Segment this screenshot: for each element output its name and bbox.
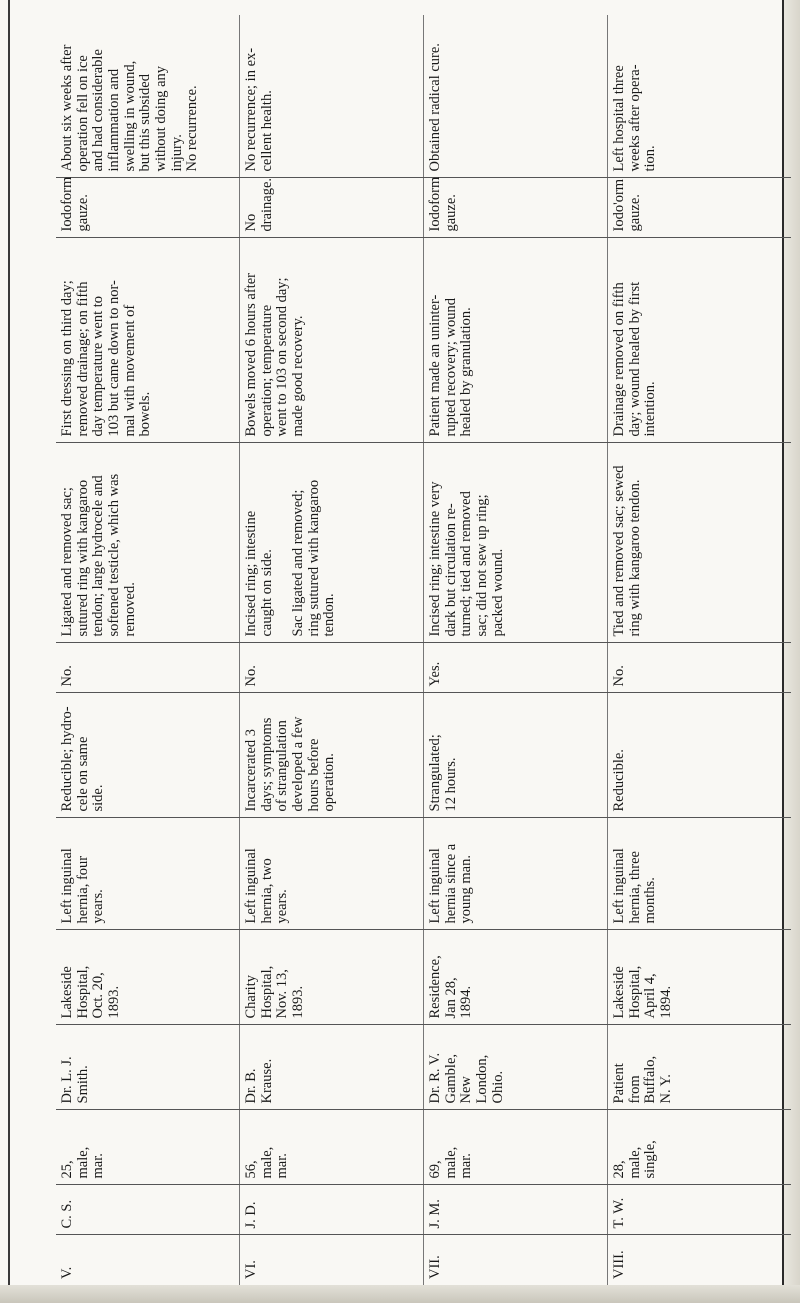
strangulated-cell (240, 643, 424, 693)
hernia-history-line: young man. (458, 855, 475, 924)
hernia-history-line: Left inguinal (59, 848, 75, 924)
result-line: swelling in wound, (121, 60, 138, 172)
condition-line: of strangulation (274, 720, 291, 812)
age-sex-status-line: male, (442, 1146, 459, 1179)
place-date-line: Residence, (427, 955, 443, 1019)
strangulated-text: No. (611, 665, 627, 687)
case-number-cell (608, 1235, 792, 1285)
hernia-history-line: years. (90, 889, 107, 924)
patient-initials-cell (240, 1185, 424, 1235)
after-course-line: Drainage removed on fifth (611, 282, 627, 437)
operation-cell (608, 443, 792, 643)
hernia-history-line: years. (274, 889, 291, 924)
hernia-history-line: hernia, two (258, 858, 275, 924)
condition-line: hours before (305, 738, 322, 812)
place-date-line: Oct. 20, (90, 972, 107, 1019)
hernia-history-line: months. (642, 877, 659, 924)
place-date-line: 1893. (289, 985, 306, 1019)
after-course-cell (608, 238, 792, 443)
operation-line: packed wound. (489, 548, 506, 637)
page-bottom-shadow (0, 1285, 800, 1303)
result-cell (424, 15, 608, 178)
case-number-text: VII. (427, 1255, 443, 1279)
after-course-line: day; wound healed by first (626, 281, 643, 437)
strangulated-cell (424, 643, 608, 693)
operation-line: ring with kangaroo tendon. (626, 479, 643, 637)
age-sex-status-line: male, (74, 1146, 91, 1179)
operator-line: from (626, 1075, 643, 1104)
strangulated-text: No. (59, 665, 75, 687)
place-date-line: Jan 28, (442, 977, 459, 1019)
result-line: About six weeks after (59, 44, 75, 172)
case-row (424, 15, 608, 1285)
hernia-history-cell (56, 818, 240, 930)
result-line: weeks after opera- (626, 64, 643, 172)
after-course-line: Patient made an uninter- (427, 294, 443, 437)
result-line: and had considerable (90, 49, 107, 172)
after-course-line: Bowels moved 6 hours after (243, 273, 259, 437)
hernia-history-line: Left inguinal (243, 848, 259, 924)
after-course-line: operation; temperature (258, 304, 275, 437)
hernia-history-line: Left inguinal (427, 848, 443, 924)
operation-line: dark but circulation re- (442, 503, 459, 637)
operation-line: Sac ligated and removed; (289, 489, 306, 637)
dressing-line: gauze. (626, 194, 643, 232)
place-date-line: Charity (243, 975, 259, 1019)
rotated-case-table (56, 15, 756, 1285)
operator-line: Krause. (258, 1058, 275, 1104)
after-course-cell (424, 238, 608, 443)
after-course-line: bowels. (137, 391, 154, 437)
result-line: Obtained radical cure. (427, 43, 443, 172)
condition-line: Strangulated; (427, 734, 443, 812)
after-course-line: made good recovery. (289, 315, 306, 437)
result-line: but this subsided (137, 74, 154, 172)
after-course-line: rupted recovery; wound (442, 297, 459, 437)
result-line: inflammation and (105, 68, 122, 172)
age-sex-status-line: 69, (427, 1160, 443, 1179)
operator-line: New (458, 1076, 475, 1104)
operation-line: caught on side. (258, 549, 275, 637)
patient-initials-text: J. M. (427, 1199, 443, 1229)
condition-line: developed a few (289, 716, 306, 812)
operator-line: Ohio. (489, 1070, 506, 1104)
place-date-line: 1893. (105, 985, 122, 1019)
place-date-line: April 4, (642, 973, 659, 1019)
operation-line: removed. (121, 582, 138, 637)
strangulated-cell (56, 643, 240, 693)
condition-cell (424, 693, 608, 818)
dressing-cell (608, 178, 792, 238)
place-date-line: 1894. (657, 985, 674, 1019)
age-sex-status-line: mar. (90, 1153, 107, 1179)
operation-line: Incised ring; intestine very (427, 481, 443, 637)
after-course-line: intention. (642, 381, 659, 437)
strangulated-cell (608, 643, 792, 693)
after-course-cell (240, 238, 424, 443)
patient-initials-cell (608, 1185, 792, 1235)
place-date-line: Hospital, (258, 965, 275, 1019)
age-sex-status-line: male, (626, 1146, 643, 1179)
place-date-line: Lakeside (59, 966, 75, 1019)
after-course-line: went to 103 on second day; (274, 277, 291, 437)
after-course-line: mal with movement of (121, 304, 138, 437)
result-line: cellent health. (258, 90, 275, 172)
operator-line: Smith. (74, 1065, 91, 1104)
condition-line: cele on same (74, 736, 91, 812)
hernia-case-table (56, 15, 791, 1285)
case-number-cell (240, 1235, 424, 1285)
operator-line: Patient (611, 1063, 627, 1104)
place-date-cell (240, 930, 424, 1025)
operation-line: softened testicle, which was (105, 473, 122, 637)
place-date-cell (608, 930, 792, 1025)
case-number-cell (424, 1235, 608, 1285)
dressing-cell (56, 178, 240, 238)
dressing-line: Iodoform (59, 176, 75, 232)
dressing-cell (424, 178, 608, 238)
result-line: Left hospital three (611, 65, 627, 172)
operator-line: Dr. R. V. (427, 1052, 443, 1104)
operation-line: sutured ring with kangaroo (74, 479, 91, 637)
after-course-line: 103 but came down to nor- (105, 280, 122, 437)
case-number-text: V. (59, 1266, 75, 1279)
after-course-cell (56, 238, 240, 443)
condition-line: 12 hours. (442, 757, 459, 812)
age-sex-status-line: mar. (274, 1153, 291, 1179)
operator-line: London, (473, 1054, 490, 1104)
operation-line: sac; did not sew up ring; (473, 494, 490, 637)
age-sex-status-line: single, (642, 1140, 659, 1179)
strangulated-text: No. (243, 665, 259, 687)
operation-cell (56, 443, 240, 643)
operation-line: tendon; large hydrocele and (90, 475, 107, 637)
place-date-cell (424, 930, 608, 1025)
condition-cell (608, 693, 792, 818)
operator-line: N. Y. (657, 1074, 674, 1104)
after-course-line: day temperature went to (90, 295, 107, 437)
age-sex-status-line: 56, (243, 1160, 259, 1179)
patient-initials-cell (424, 1185, 608, 1235)
patient-initials-text: C. S. (59, 1199, 75, 1229)
condition-line: operation. (321, 753, 338, 812)
operation-cell (424, 443, 608, 643)
dressing-line: Iodoform (427, 176, 443, 232)
condition-cell (240, 693, 424, 818)
operator-cell (56, 1025, 240, 1110)
operation-line (275, 450, 291, 637)
place-date-line: 1894. (458, 985, 475, 1019)
place-date-line: Hospital, (74, 965, 91, 1019)
result-cell (240, 15, 424, 178)
result-line: No recurrence; in ex- (243, 47, 259, 172)
condition-line: days; symptoms (258, 717, 275, 812)
operation-line: Ligated and removed sac; (59, 487, 75, 637)
condition-line: Reducible; hydro- (59, 706, 75, 812)
strangulated-text: Yes. (427, 661, 443, 687)
hernia-history-cell (240, 818, 424, 930)
result-line: without doing any (152, 65, 169, 172)
operation-line: turned; tied and removed (458, 491, 475, 637)
age-sex-status-cell (608, 1110, 792, 1185)
case-row (56, 15, 240, 1285)
operator-cell (240, 1025, 424, 1110)
operator-line: Dr. L. J. (59, 1056, 75, 1104)
dressing-cell (240, 178, 424, 238)
age-sex-status-line: 28, (611, 1160, 627, 1179)
hernia-history-line: hernia since a (442, 843, 459, 924)
operator-line: Gamble, (442, 1053, 459, 1104)
place-date-cell (56, 930, 240, 1025)
hernia-history-line: Left inguinal (611, 848, 627, 924)
hernia-history-cell (608, 818, 792, 930)
dressing-line: gauze. (74, 194, 91, 232)
dressing-line: drainage. (258, 177, 275, 232)
after-course-line: healed by granulation. (458, 307, 475, 437)
operator-line: Buffalo, (642, 1055, 659, 1104)
condition-line: Reducible. (611, 749, 627, 812)
age-sex-status-line: male, (258, 1146, 275, 1179)
operation-line: Incised ring; intestine (243, 510, 259, 637)
result-cell (608, 15, 792, 178)
condition-line: side. (90, 784, 107, 812)
hernia-history-line: hernia, three (626, 851, 643, 924)
age-sex-status-line: mar. (458, 1153, 475, 1179)
place-date-line: Lakeside (611, 966, 627, 1019)
hernia-history-cell (424, 818, 608, 930)
case-rows (56, 15, 791, 1285)
result-line: No recurrence. (184, 85, 201, 172)
age-sex-status-line: 25, (59, 1160, 75, 1179)
dressing-line: gauze. (442, 194, 459, 232)
after-course-line: First dressing on third day; (59, 280, 75, 437)
condition-line: Incarcerated 3 (243, 728, 259, 812)
operation-line: tendon. (321, 593, 338, 637)
result-line: operation fell on ice (74, 55, 91, 172)
patient-initials-cell (56, 1185, 240, 1235)
operation-line: ring sutured with kangaroo (305, 479, 322, 637)
place-date-line: Hospital, (626, 965, 643, 1019)
dressing-line: No (243, 213, 259, 232)
dressing-line: Iodo'orm (611, 178, 627, 232)
case-number-text: VIII. (611, 1250, 627, 1279)
result-line: injury. (168, 134, 185, 172)
after-course-line: removed drainage; on fifth (74, 281, 91, 437)
case-row (608, 15, 792, 1285)
result-cell (56, 15, 240, 178)
operator-cell (608, 1025, 792, 1110)
page-left-rule (8, 0, 10, 1303)
operation-line: Tied and removed sac; sewed (611, 465, 627, 637)
case-number-text: VI. (243, 1260, 259, 1279)
operation-cell (240, 443, 424, 643)
condition-cell (56, 693, 240, 818)
patient-initials-text: J. D. (243, 1201, 259, 1229)
result-line: tion. (642, 145, 659, 172)
age-sex-status-cell (56, 1110, 240, 1185)
operator-line: Dr. B. (243, 1068, 259, 1104)
patient-initials-text: T. W. (611, 1197, 627, 1229)
operator-cell (424, 1025, 608, 1110)
case-number-cell (56, 1235, 240, 1285)
hernia-history-line: hernia, four (74, 855, 91, 924)
age-sex-status-cell (424, 1110, 608, 1185)
case-row (240, 15, 424, 1285)
place-date-line: Nov. 13, (274, 969, 291, 1019)
age-sex-status-cell (240, 1110, 424, 1185)
